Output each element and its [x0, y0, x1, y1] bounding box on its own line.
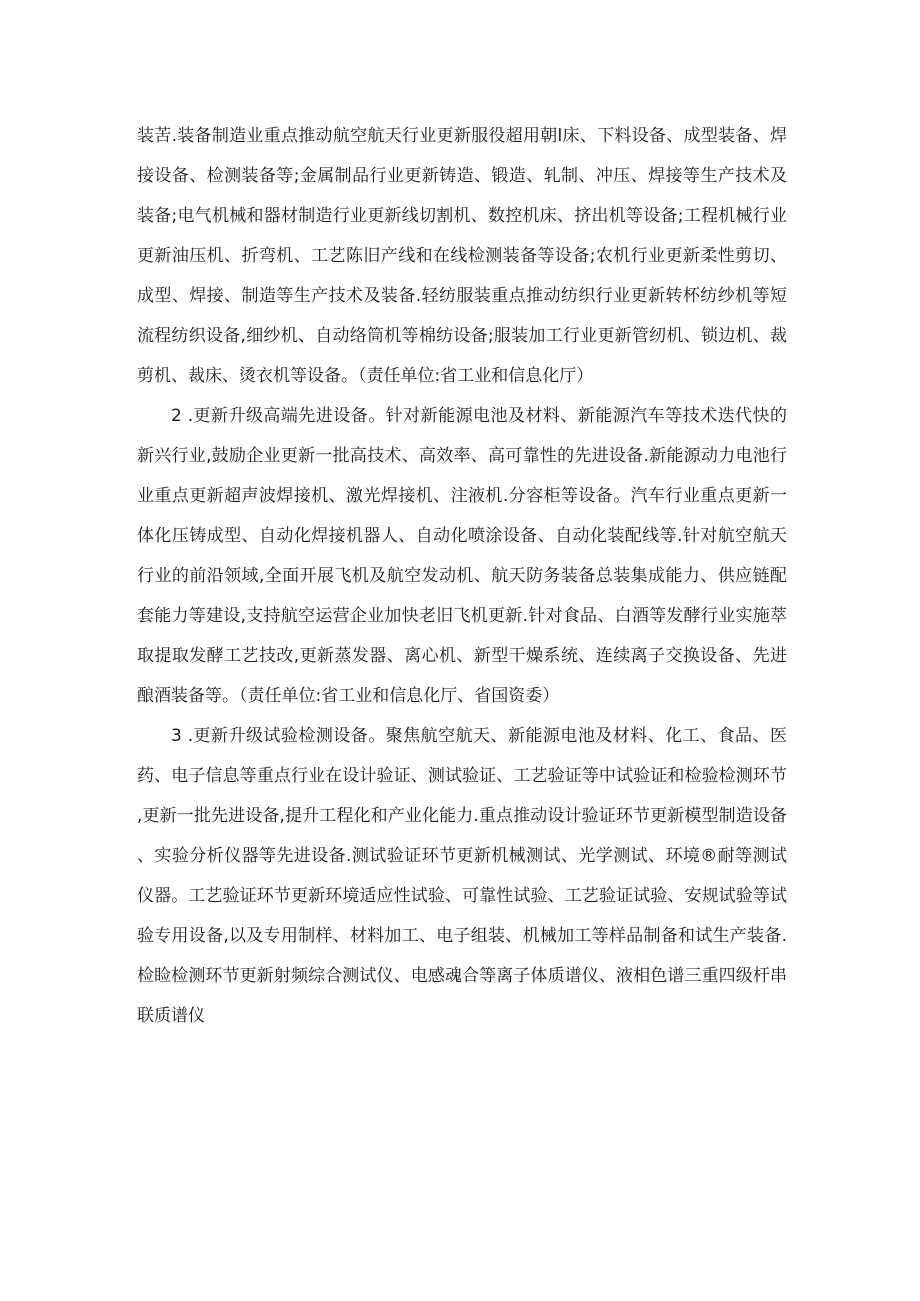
document-body [137, 116, 787, 1036]
paragraph-continuation: 装苦.装备制造业重点推动航空航天行业更新服役超用朝l床、下料设备、成型装备、焊接设备、检测装备等;金属制品行业更新铸造、锻造、轧制、冲压、焊接等生产技术及装备;电气机械和器材制造行业更新线切割机、数控机床、挤出机等设备;工程机械行业更新油压机、折弯机、工艺陈旧产线和在线检测装备等设备;农机行业更新柔性剪切、成型、焊接、制造等生产技术及装备.轻纺服装重点推动纺织行业更新转杯纺纱机等短流程纺织设备,细纱机、自动络筒机等棉纺设备;服装加工行业更新管纫机、锁边机、裁剪机、裁床、烫衣机等设备。（责任单位:省工业和信息化厅） [137, 126, 787, 386]
paragraph-item-2: 2 .更新升级高端先进设备。针对新能源电池及材料、新能源汽车等技术迭代快的新兴行业,鼓励企业更新一批高技术、高效率、高可靠性的先进设备.新能源动力电池行业重点更新超声波焊接机、激光焊接机、注液机.分容柜等设备。汽车行业重点更新一体化压铸成型、自动化焊接机器人、自动化喷涂设备、自动化装配线等.针对航空航天行业的前沿领域,全面开展飞机及航空发动机、航天防务装备总装集成能力、供应链配套能力等建设,支持航空运营企业加快老旧飞机更新.针对食品、白酒等发酵行业实施萃取提取发酵工艺技改,更新蒸发器、离心机、新型干燥系统、连续离子交换设备、先进酿酒装备等。（责任单位:省工业和信息化厅、省国资委） [137, 406, 787, 706]
paragraph-item-3: 3 .更新升级试验检测设备。聚焦航空航天、新能源电池及材料、化工、食品、医药、电子信息等重点行业在设计验证、测试验证、工艺验证等中试验证和检验检测环节,更新一批先进设备,提升工程化和产业化能力.重点推动设计验证环节更新模型制造设备、实验分析仪器等先进设备.测试验证环节更新机械测试、光学测试、环境®耐等测试仪器。工艺验证环节更新环境适应性试验、可靠性试验、工艺验证试验、安规试验等试验专用设备,以及专用制样、材料加工、电子组装、机械加工等样品制备和试生产装备.检睑检测环节更新射频综合测试仪、电感魂合等离子体质谱仪、液相色谱三重四级杆串联质谱仪 [137, 726, 787, 1026]
